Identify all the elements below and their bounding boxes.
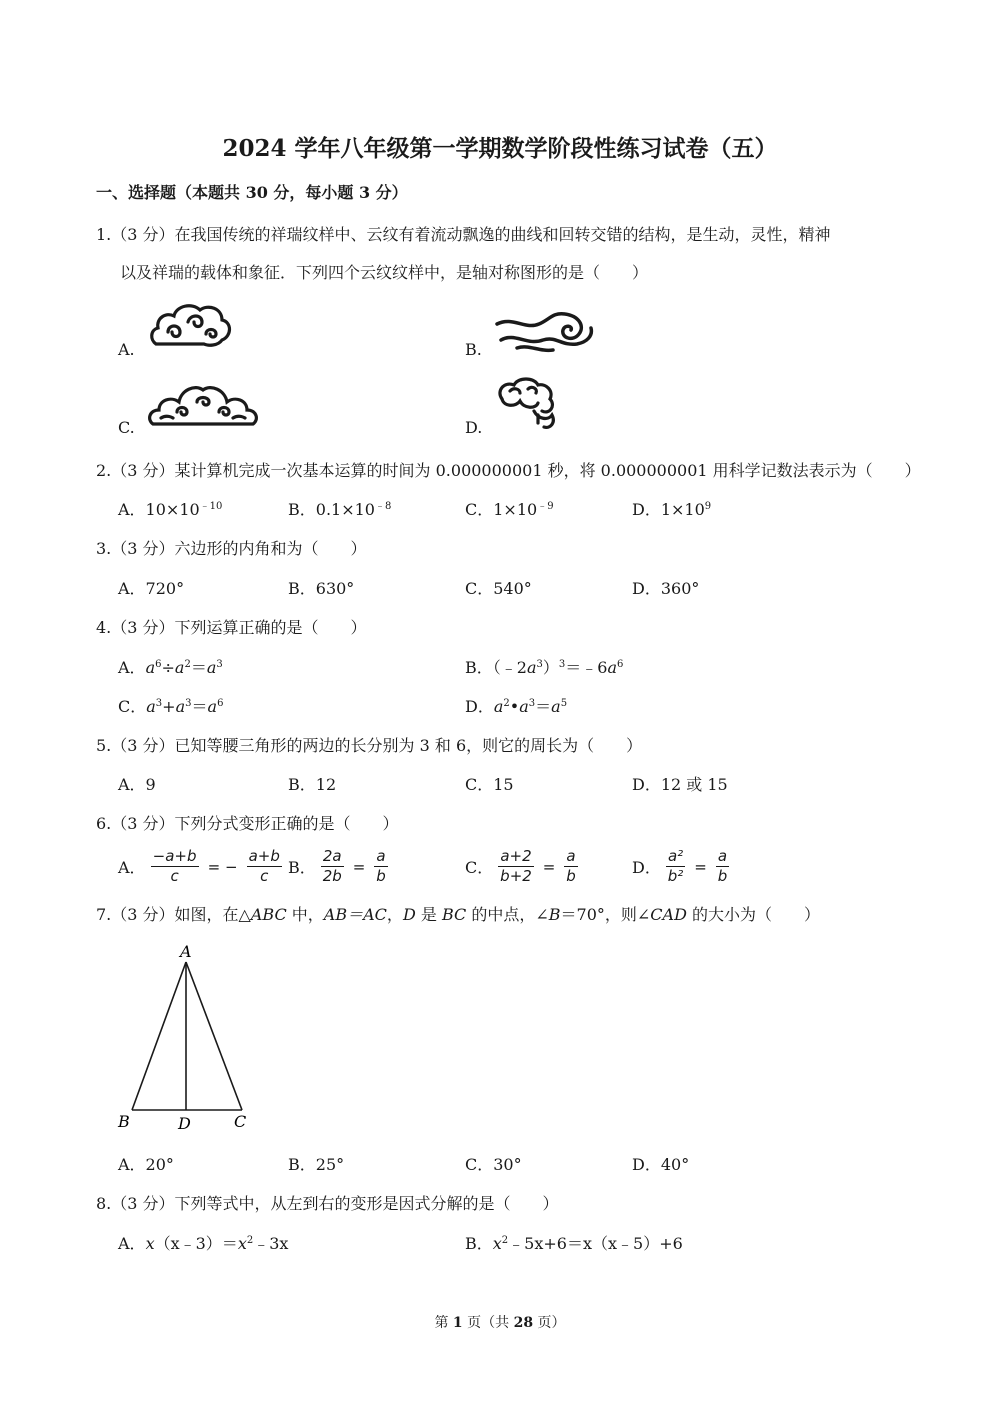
q4-option-a: A．$a^6\div a^2=a^3$ bbox=[118, 658, 223, 677]
vertex-b-label: B bbox=[118, 1112, 130, 1131]
q8-option-a: A．$x(x﹣3)=x^2﹣3x$ bbox=[118, 1234, 289, 1253]
q3-option-a: A．720° bbox=[118, 579, 185, 598]
q7-option-a: A．20° bbox=[118, 1155, 174, 1174]
q1-option-b-label: B. bbox=[465, 340, 482, 359]
q6-option-d: D． $\frac{\text{a²}}{\text{b²}}$ = $\frac{a}{b}$ bbox=[632, 847, 728, 885]
q3-option-c: C．540° bbox=[465, 579, 532, 598]
question-1-line2: 以及祥瑞的载体和象征．下列四个云纹纹样中，是轴对称图形的是（ ） bbox=[120, 263, 649, 282]
q5-option-b: B．12 bbox=[288, 775, 337, 794]
q4-option-c: C．$a^3+a^3=a^6$ bbox=[118, 697, 224, 716]
page-footer: 第 1 页（共 28 页） bbox=[434, 1315, 566, 1331]
vertex-a-label: A bbox=[180, 942, 192, 961]
q7-option-b: B．25° bbox=[288, 1155, 345, 1174]
q4-option-b: B．$(﹣2a^3)^3=﹣6a^6$ bbox=[465, 658, 624, 677]
section-heading: 一、选择题（本题共 30 分，每小题 3 分） bbox=[96, 183, 408, 202]
q3-option-d: D．360° bbox=[632, 579, 700, 598]
q2-option-a: A．$10\times 10^{﹣10}$ bbox=[118, 500, 223, 519]
q7-option-c: C．30° bbox=[465, 1155, 522, 1174]
question-5-stem: 5.（3 分）已知等腰三角形的两边的长分别为 3 和 6，则它的周长为（ ） bbox=[96, 736, 643, 755]
q5-option-d: D．12 或 15 bbox=[632, 775, 728, 794]
q1-option-a-label: A. bbox=[118, 340, 135, 359]
question-6-stem: 6.（3 分）下列分式变形正确的是（ ） bbox=[96, 814, 399, 833]
question-7-stem: 7.（3 分）如图，在△ABC 中，AB＝AC，D 是 BC 的中点，∠B＝70°，则∠CAD 的大小为（ ） bbox=[96, 905, 821, 924]
q6-option-b: B． $\frac{2a}{2b}$ = $\frac{a}{b}$ bbox=[288, 847, 386, 885]
fraction: $\frac{a}{b}$ bbox=[717, 847, 728, 885]
q2-option-d: D．$1\times 10^9$ bbox=[632, 500, 712, 519]
question-4-stem: 4.（3 分）下列运算正确的是（ ） bbox=[96, 618, 367, 637]
fraction: $\frac{a}{b}$ bbox=[566, 847, 576, 885]
q5-option-c: C．15 bbox=[465, 775, 514, 794]
fraction: $\frac{2a}{2b}$ bbox=[322, 847, 342, 885]
q8-option-b: B．$x^2﹣5x+6=x(x﹣5)+6$ bbox=[465, 1234, 683, 1253]
q6-option-a: A． $\frac{-a+b}{c}$ = − $\frac{a+b}{c}$ bbox=[118, 847, 280, 885]
q4-option-d: D．$a^2•a^3=a^5$ bbox=[465, 697, 568, 716]
q7-option-d: D．40° bbox=[632, 1155, 690, 1174]
q2-option-b: B．$0.1\times 10^{﹣8}$ bbox=[288, 500, 392, 519]
side-ab bbox=[132, 962, 186, 1110]
question-1-line1: 1.（3 分）在我国传统的祥瑞纹样中、云纹有着流动飘逸的曲线和回转交错的结构，是生动，灵性，精神 bbox=[96, 225, 831, 244]
q2-option-c: C．$1\times 10^{﹣9}$ bbox=[465, 500, 554, 519]
question-8-stem: 8.（3 分）下列等式中，从左到右的变形是因式分解的是（ ） bbox=[96, 1194, 559, 1213]
q1-option-c-label: C. bbox=[118, 418, 135, 437]
fraction: $\frac{a}{b}$ bbox=[376, 847, 386, 885]
cloud-pattern-a-icon bbox=[148, 300, 234, 350]
q5-option-a: A．9 bbox=[118, 775, 156, 794]
vertex-c-label: C bbox=[234, 1112, 247, 1131]
q3-option-b: B．630° bbox=[288, 579, 355, 598]
fraction: $\frac{a+b}{c}$ bbox=[248, 847, 280, 885]
question-3-stem: 3.（3 分）六边形的内角和为（ ） bbox=[96, 539, 367, 558]
cloud-pattern-d-icon bbox=[494, 375, 560, 431]
cloud-pattern-c-icon bbox=[147, 380, 259, 430]
cloud-pattern-b-icon bbox=[493, 310, 599, 355]
fraction: $\frac{-a+b}{c}$ bbox=[152, 847, 197, 885]
question-2-stem: 2.（3 分）某计算机完成一次基本运算的时间为 0.000000001 秒，将 0.000000001 用科学记数法表示为（ ） bbox=[96, 461, 921, 480]
q1-option-d-label: D. bbox=[465, 418, 483, 437]
q6-option-c: C． $\frac{a+2}{b+2}$ = $\frac{a}{b}$ bbox=[465, 847, 576, 885]
side-ac bbox=[186, 962, 242, 1110]
point-d-label: D bbox=[178, 1114, 191, 1133]
page-title: 2024 学年八年级第一学期数学阶段性练习试卷（五） bbox=[222, 135, 778, 162]
triangle-figure bbox=[110, 940, 270, 1140]
fraction: $\frac{a+2}{b+2}$ bbox=[500, 847, 532, 885]
fraction: $\frac{\text{a²}}{\text{b²}}$ bbox=[667, 847, 684, 885]
